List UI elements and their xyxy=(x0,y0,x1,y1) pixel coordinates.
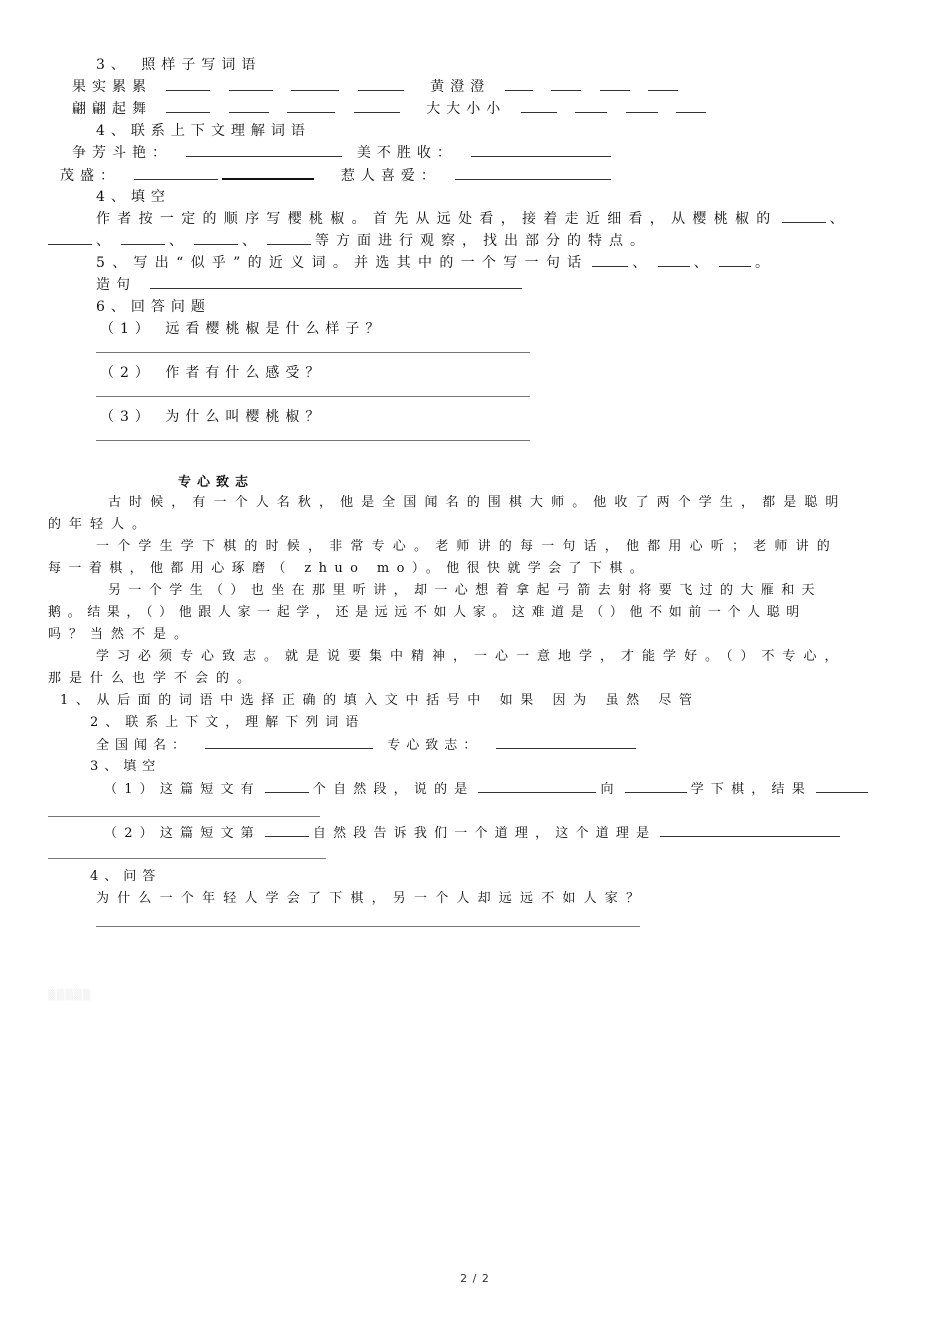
q4b-title: 4、填空 xyxy=(96,189,171,205)
answer-blank[interactable] xyxy=(287,100,335,113)
answer-blank[interactable] xyxy=(265,780,309,793)
passage-q3-1-c: 向 xyxy=(600,782,621,797)
q6-question-1: （1） 远看樱桃椒是什么样子？ xyxy=(100,321,386,337)
answer-blank[interactable] xyxy=(600,78,630,91)
answer-blank[interactable] xyxy=(229,78,273,91)
passage-p3-line1: 另一个学生（）也坐在那里听讲，却一心想着拿起弓箭去射将要飞过的大雁和天 xyxy=(108,583,823,598)
passage-title: 专心致志 xyxy=(178,475,255,490)
answer-blank[interactable] xyxy=(782,210,826,223)
q5-sentence-line xyxy=(96,276,526,294)
q6-question-2: （2） 作者有什么感受？ xyxy=(100,365,326,381)
answer-blank[interactable] xyxy=(478,780,596,793)
passage-q4-text: 为什么一个年轻人学会了下棋，另一个人却远远不如人家？ xyxy=(96,891,648,906)
answer-blank[interactable] xyxy=(648,78,678,91)
answer-blank[interactable] xyxy=(625,780,687,793)
answer-line[interactable] xyxy=(96,352,530,353)
answer-blank[interactable] xyxy=(455,167,611,180)
q3-row1 xyxy=(72,78,682,96)
passage-q3-1-a: （1）这篇短文有 xyxy=(104,782,261,797)
answer-blank[interactable] xyxy=(229,100,269,113)
q4b-line2: 、 、 、 等方面进行观察，找出部分的特点。 xyxy=(48,232,651,250)
q4-word-3: 茂盛： xyxy=(60,168,120,184)
passage-q2-row xyxy=(96,736,640,755)
answer-blank[interactable] xyxy=(816,780,868,793)
passage-q3-2-b: 自然段告诉我们一个道理，这个道理是 xyxy=(312,826,657,841)
passage-q3-1-d: 学下棋，结果 xyxy=(690,782,812,797)
answer-blank[interactable] xyxy=(658,254,690,267)
passage-p1-line2: 的年轻人。 xyxy=(48,517,154,532)
watermark: ▒▒▒▒▒ xyxy=(48,990,92,1001)
q4-word-2: 美不胜收： xyxy=(356,145,457,161)
q6-title: 6、回答问题 xyxy=(96,299,211,315)
answer-line[interactable] xyxy=(96,926,640,927)
answer-line[interactable] xyxy=(96,396,530,397)
answer-blank[interactable] xyxy=(166,100,210,113)
q4-row2 xyxy=(60,166,615,185)
answer-blank[interactable] xyxy=(265,824,309,837)
answer-blank[interactable] xyxy=(592,254,628,267)
passage-q2: 2、联系上下文，理解下列词语 xyxy=(90,715,366,730)
passage-p2-line2: 每一着棋，他都用心琢磨（ zhuo mo）。他很快就学会了下棋。 xyxy=(48,561,651,576)
q4-title: 4、联系上下文理解词语 xyxy=(96,123,311,139)
answer-blank[interactable] xyxy=(267,232,311,245)
q4-word-1: 争芳斗艳： xyxy=(72,145,172,161)
q4b-text-tail: 等方面进行观察，找出部分的特点。 xyxy=(315,233,651,249)
q6-question-3: （3） 为什么叫樱桃椒？ xyxy=(100,409,326,425)
page-number: 2 / 2 xyxy=(460,1272,490,1285)
answer-blank[interactable] xyxy=(551,78,581,91)
q3-title: 3、 照样子写词语 xyxy=(96,57,262,73)
q4-word-4: 惹人喜爱： xyxy=(340,168,441,184)
passage-p3-line2: 鹅。结果，（）他跟人家一起学，还是远远不如人家。这难道是（）他不如前一个人聪明 xyxy=(48,605,806,620)
passage-q4: 4、问答 xyxy=(90,869,162,884)
answer-blank[interactable] xyxy=(291,78,339,91)
answer-blank[interactable] xyxy=(194,232,238,245)
q5-line: 5、写出“似乎”的近义词。并选其中的一个写一句话 、 、 。 xyxy=(96,255,777,271)
answer-blank[interactable] xyxy=(660,824,840,837)
passage-q3-2-line xyxy=(104,824,844,843)
answer-blank[interactable] xyxy=(575,100,607,113)
passage-q3-1-line xyxy=(104,780,872,799)
passage-q3: 3、填空 xyxy=(90,759,162,774)
answer-blank[interactable] xyxy=(719,254,751,267)
q3-row2-example-b: 大大小小 xyxy=(426,101,507,117)
answer-line[interactable] xyxy=(48,858,326,859)
q4b-line1: 作者按一定的顺序写樱桃椒。首先从远处看，接着走近细看，从樱桃椒的 、 xyxy=(96,211,851,227)
passage-q1: 1、从后面的词语中选择正确的填入文中括号中 如果 因为 虽然 尽管 xyxy=(60,693,700,708)
answer-blank[interactable] xyxy=(496,736,636,749)
answer-blank[interactable] xyxy=(134,167,218,180)
passage-p2-line1: 一个学生学下棋的时候，非常专心。老师讲的每一句话，他都用心听；老师讲的 xyxy=(96,539,839,554)
answer-blank[interactable] xyxy=(626,100,658,113)
answer-blank[interactable] xyxy=(166,78,210,91)
q3-row1-example-a: 果实累累 xyxy=(72,79,152,95)
answer-blank[interactable] xyxy=(48,232,92,245)
answer-blank[interactable] xyxy=(505,78,533,91)
answer-blank[interactable] xyxy=(358,78,404,91)
answer-blank[interactable] xyxy=(521,100,557,113)
passage-q3-1-b: 个自然段，说的是 xyxy=(312,782,475,797)
passage-p1-line1: 古时候，有一个人名秋，他是全国闻名的围棋大师。他收了两个学生，都是聪明 xyxy=(108,495,847,510)
passage-q2-word-1: 全国闻名： xyxy=(96,738,192,753)
q5-sentence-label: 造句 xyxy=(96,277,136,293)
q4-row1 xyxy=(72,144,615,162)
answer-blank[interactable] xyxy=(205,736,373,749)
passage-q3-2-a: （2）这篇短文第 xyxy=(104,826,261,841)
passage-q2-word-2: 专心致志： xyxy=(387,738,483,753)
answer-blank[interactable] xyxy=(121,232,165,245)
answer-line[interactable] xyxy=(96,440,530,441)
answer-blank[interactable] xyxy=(222,166,314,180)
q3-row2-example-a: 翩翩起舞 xyxy=(72,101,152,117)
answer-blank[interactable] xyxy=(150,276,522,289)
answer-blank[interactable] xyxy=(186,144,342,157)
q3-row2 xyxy=(72,100,710,118)
q3-row1-example-b: 黄澄澄 xyxy=(430,79,491,95)
answer-blank[interactable] xyxy=(354,100,400,113)
answer-blank[interactable] xyxy=(676,100,706,113)
passage-p4-line2: 那是什么也学不会的。 xyxy=(48,671,259,686)
answer-blank[interactable] xyxy=(471,144,611,157)
answer-line[interactable] xyxy=(48,816,320,817)
passage-p3-line3: 吗？当然不是。 xyxy=(48,627,196,642)
passage-p4-line1: 学习必须专心致志。就是说要集中精神，一心一意地学，才能学好。（）不专心， xyxy=(96,649,846,664)
q5-text: 5、写出“似乎”的近义词。并选其中的一个写一句话 xyxy=(96,255,589,271)
q4b-text: 作者按一定的顺序写樱桃椒。首先从远处看，接着走近细看，从樱桃椒的 xyxy=(96,211,778,227)
